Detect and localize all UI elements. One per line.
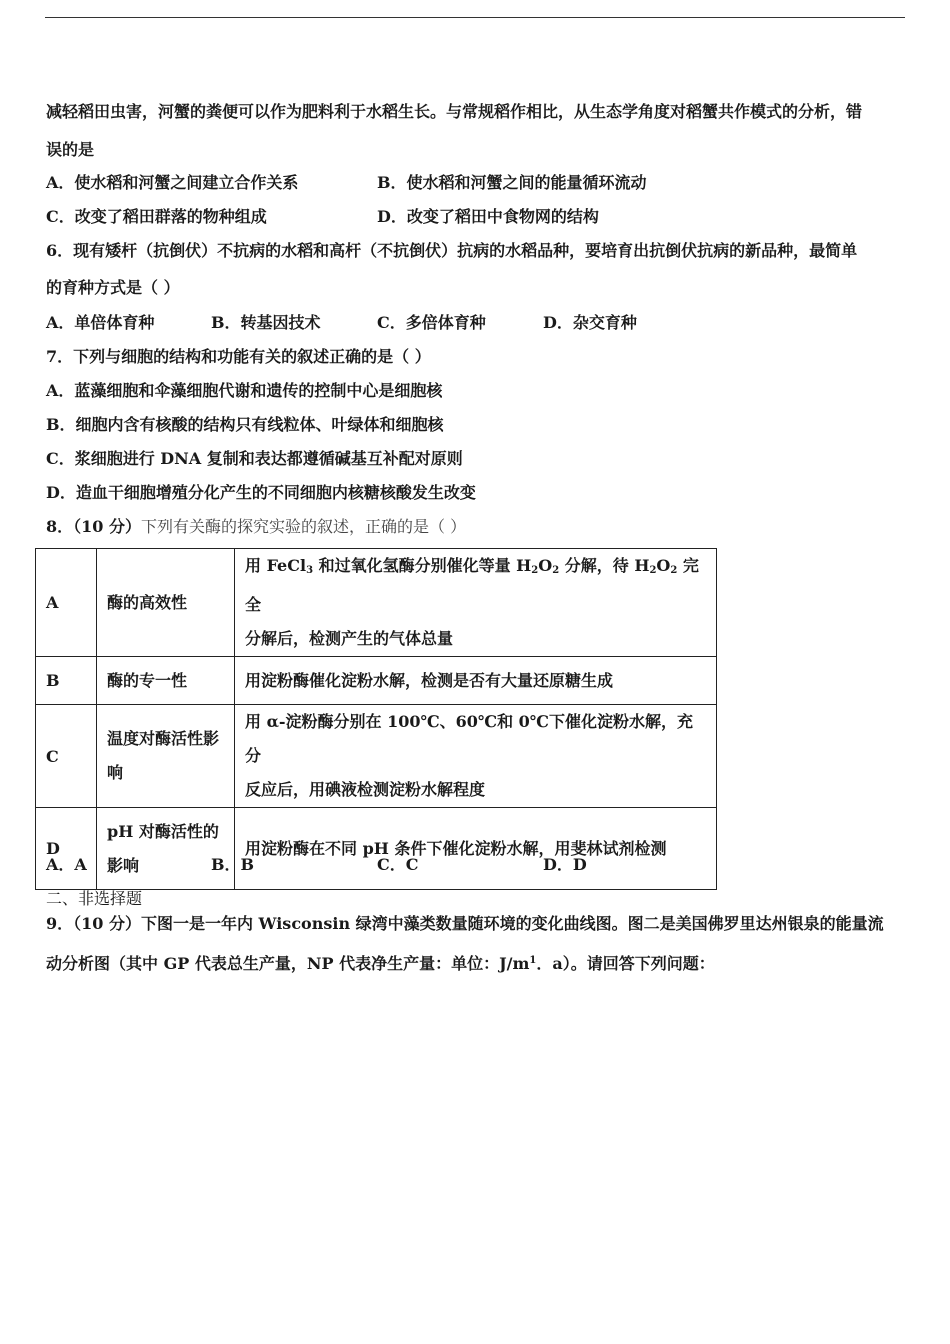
- row-topic: 温度对酶活性影 响: [97, 705, 235, 808]
- q6-stem-line2: 的育种方式是（ ）: [46, 278, 180, 297]
- q7-option-b[interactable]: B．细胞内含有核酸的结构只有线粒体、叶绿体和细胞核: [46, 415, 444, 434]
- q6-option-c[interactable]: C．多倍体育种: [377, 313, 486, 332]
- q5-option-a[interactable]: A．使水稻和河蟹之间建立合作关系: [46, 173, 299, 192]
- table-row: [36, 549, 717, 657]
- row-method: 用 FeCl$_3$ 和过氧化氢酶分别催化等量 $H_2O_2$ 分解，待 $H_2O_2$ 完全 分解后，检测产生的气体总量: [235, 549, 717, 657]
- q8-stem-prefix: 8．（10 分）: [46, 517, 141, 536]
- q7-option-c[interactable]: C．浆细胞进行 DNA 复制和表达都遵循碱基互补配对原则: [46, 449, 463, 468]
- section-heading: 二、非选择题: [46, 889, 143, 908]
- q5-option-b[interactable]: B．使水稻和河蟹之间的能量循环流动: [377, 173, 647, 192]
- q8-option-a[interactable]: A．A: [46, 855, 87, 874]
- table-row: [36, 705, 717, 808]
- table-row: [36, 808, 717, 890]
- q9-stem-line2: 动分析图（其中 GP 代表总生产量，NP 代表净生产量：单位：$J/m^1$．a）。请回答下列问题：: [46, 954, 715, 973]
- q5-option-d[interactable]: D．改变了稻田中食物网的结构: [377, 207, 599, 226]
- header-rule: [45, 17, 905, 18]
- row-label: C: [36, 705, 97, 808]
- q6-stem-line1: 6．现有矮杆（抗倒伏）不抗病的水稻和高杆（不抗倒伏）抗病的水稻品种，要培育出抗倒伏抗病的新品种，最简单: [46, 241, 858, 260]
- q5-stem-line2: 误的是: [46, 140, 95, 159]
- q7-option-d[interactable]: D．造血干细胞增殖分化产生的不同细胞内核糖核酸发生改变: [46, 483, 476, 502]
- q8-option-c[interactable]: C．C: [377, 855, 419, 874]
- q8-experiment-table: [35, 548, 717, 890]
- q8-option-d[interactable]: D．D: [543, 855, 587, 874]
- row-method: 用淀粉酶在不同 pH 条件下催化淀粉水解，用斐林试剂检测: [235, 808, 717, 890]
- q5-stem-line1: 减轻稻田虫害，河蟹的粪便可以作为肥料利于水稻生长。与常规稻作相比，从生态学角度对稻蟹共作模式的分析，错: [46, 102, 863, 121]
- q6-option-d[interactable]: D．杂交育种: [543, 313, 637, 332]
- row-method: 用 α-淀粉酶分别在 100℃、60℃和 0℃下催化淀粉水解，充分 反应后，用碘液检测淀粉水解程度: [235, 705, 717, 808]
- row-topic: 酶的高效性: [97, 549, 235, 657]
- row-topic: 酶的专一性: [97, 657, 235, 705]
- row-label: A: [36, 549, 97, 657]
- row-method: 用淀粉酶催化淀粉水解，检测是否有大量还原糖生成: [235, 657, 717, 705]
- q9-stem-line1: 9．（10 分）下图一是一年内 Wisconsin 绿湾中藻类数量随环境的变化曲线图。图二是美国佛罗里达州银泉的能量流: [46, 914, 884, 933]
- row-topic: pH 对酶活性的 影响: [97, 808, 235, 890]
- q7-stem: 7．下列与细胞的结构和功能有关的叙述正确的是（ ）: [46, 347, 431, 366]
- q6-option-a[interactable]: A．单倍体育种: [46, 313, 155, 332]
- q6-option-b[interactable]: B．转基因技术: [211, 313, 321, 332]
- q8-stem: [46, 517, 466, 537]
- q8-option-b[interactable]: B．B: [211, 855, 255, 874]
- q7-option-a[interactable]: A．蓝藻细胞和伞藻细胞代谢和遗传的控制中心是细胞核: [46, 381, 443, 400]
- row-label: D: [36, 808, 97, 890]
- q8-stem-rest: 下列有关酶的探究实验的叙述，正确的是（ ）: [140, 517, 467, 536]
- q5-option-c[interactable]: C．改变了稻田群落的物种组成: [46, 207, 267, 226]
- row-label: B: [36, 657, 97, 705]
- table-row: [36, 657, 717, 705]
